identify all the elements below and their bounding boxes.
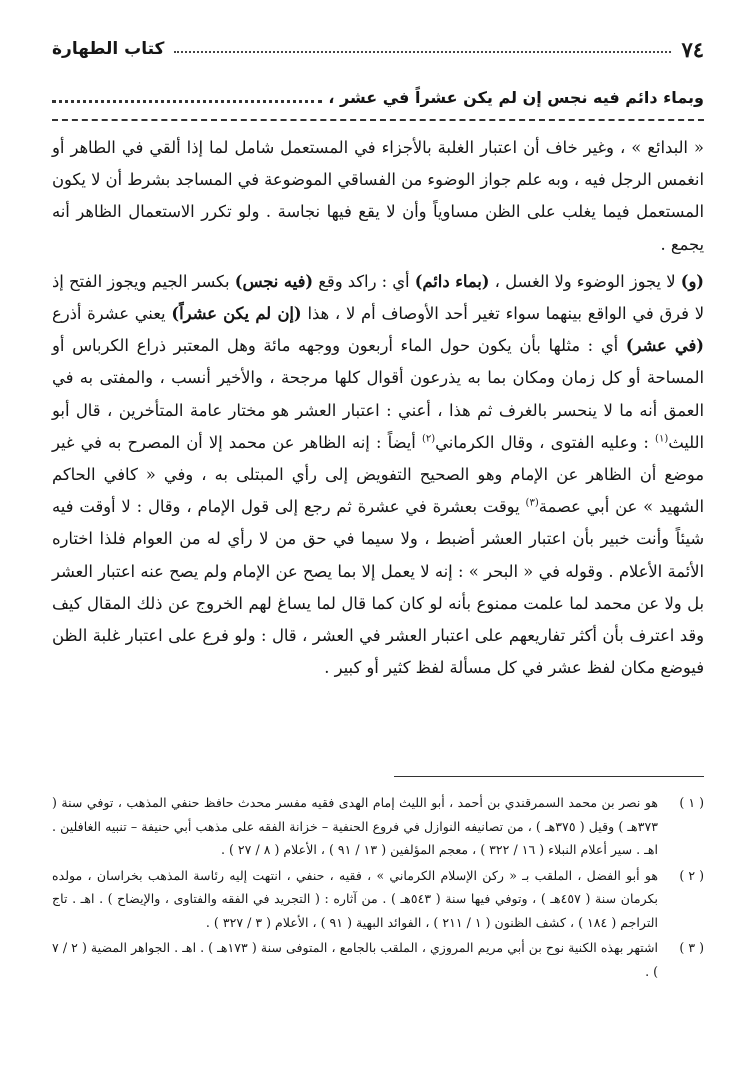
footnotes <box>52 791 704 985</box>
commentary-text: أيضاً : إنه الظاهر عن محمد إلا أن المصرح به في غير موضع أن الظاهر عن الإمام وهو الصحيح التفويض إلى رأي المبتلى به ، وفي « كافي الحاكم الشهيد » عن أبي عصمة <box>52 432 704 517</box>
footnote-text: اشتهر بهذه الكنية نوح بن أبي مريم المروزي ، الملقب بالجامع ، المتوفى سنة ( ١٧٣هـ ) . اهـ . الجواهر المضية ( ٢ / ٧ ) . <box>52 940 659 979</box>
footnote-ref-3[interactable]: (٣) <box>525 497 539 509</box>
page-number: ٧٤ <box>681 36 704 62</box>
footnote-2 <box>52 864 704 935</box>
matn-quote: (بماء دائم) <box>414 271 490 291</box>
commentary-text: لا يجوز الوضوء ولا الغسل ، <box>489 271 681 291</box>
matn-quote: (في عشر) <box>625 336 704 356</box>
footnote-text: هو نصر بن محمد السمرقندي بن أحمد ، أبو الليث إمام الهدى فقيه مفسر محدث حافظ حنفي المذهب ، توفي سنة ( ٣٧٣هـ ) وقيل ( ٣٧٥هـ ) ، من تصانيفه النوازل في فروع الحنفية – خزانة الفقه على مذهب أبي حنيفة – تنبيه الغافلين . اهـ . سير أعلام النبلاء ( ١٦ / ٣٢٢ ) ، معجم المؤلفين ( ١٣ / ٩١ ) ، الأعلام ( ٨ / ٢٧ ) . <box>52 795 658 857</box>
paragraph-2 <box>52 266 704 685</box>
commentary-body <box>52 132 704 684</box>
footnote-ref-1[interactable]: (١) <box>655 433 669 445</box>
matn-divider <box>52 119 704 121</box>
footnote-text: هو أبو الفضل ، الملقب بـ « ركن الإسلام الكرماني » ، فقيه ، حنفي ، انتهت إليه رئاسة المذهب بخراسان ، مولده بكرمان سنة ( ٤٥٧هـ ) ، وتوفي فيها سنة ( ٥٤٣هـ ) . من آثاره : ( التجريد في الفقه والفتاوى ، والإيضاح ) . اهـ . تاج التراجم ( ١٨٤ ) ، كشف الظنون ( ١ / ٢١١ ) ، الفوائد البهية ( ٩١ ) ، الأعلام ( ٣ / ٣٢٧ ) . <box>52 867 658 930</box>
footnote-number: ( ٢ ) <box>679 867 704 883</box>
commentary-text: يوقت بعشرة في عشرة ثم رجع إلى قول الإمام ، وقال : لا أوقت فيه شيئاً وأنت خبير بأن اعتبار العشر أضبط ، ولا سيما في حق من لا رأي له من العوام فلذا اختاره الأئمة الأعلام . وقوله في « البحر » : إنه لا يعمل إلا بما يصح عن الإمام ولم يصح عنه اعتبار العشر بل ولا عن محمد لما علمت ممنوع بأنه لو كان كما قال لما يساغ لهم الخروج عن ذلك المقال كيف وقد اعترف بأن أكثر تفاريعهم على اعتبار العشر في العشر ، قال : ولو فرع على اعتبار غلبة الظن فيوضع مكان لفظ عشر في كل مسألة لفظ كثير أو كبير . <box>52 497 704 678</box>
header-dotted-leader <box>174 51 671 53</box>
matn-quote: (فيه نجس) <box>234 271 314 291</box>
commentary-text: وعليه الفتوى ، وقال الكرماني <box>435 432 638 452</box>
commentary-text: بكسر الجيم ويجوز الفتح إذ لا فرق في الواقع بينهما سواء تغير أحد الأوصاف أم لا ، هذا <box>52 271 705 324</box>
book-title: كتاب الطهارة <box>52 39 165 59</box>
matn-quote: (و) <box>680 271 705 291</box>
commentary-text: يعني عشرة أذرع <box>52 304 172 324</box>
footnote-3 <box>52 936 704 983</box>
footnote-number: ( ٣ ) <box>679 940 704 955</box>
commentary-text: : <box>643 432 656 452</box>
matn-quote: (إن لم يكن عشراً) <box>171 304 302 324</box>
footnote-number: ( ١ ) <box>679 795 704 810</box>
matn-dotted-leader <box>52 100 322 103</box>
paragraph-1: « البدائع » ، وغير خاف أن اعتبار الغلبة بالأجزاء في المستعمل شامل لما إذا ألقي في الطاهر أو انغمس الرجل فيه ، وبه علم جواز الوضوء من الفساقي الموضوعة في المساجد بشرط أن لا يكون المستعمل فيما يغلب على الظن مساوياً وأن لا يقع فيها نجاسة . ولو تكرر الاستعمال الظاهر أنه يجمع . <box>52 138 704 254</box>
matn-text: وبماء دائم فيه نجس إن لم يكن عشراً في عشر ، <box>328 87 704 107</box>
commentary-text: أي : مثلها بأن يكون حول الماء أربعون ووجهه مائة وهل المعتبر ذراع الكرباس أو المساحة أو كل زمان ومكان بما به يذرعون أقوال كلها مرجحة ، والأخير أنسب ، والمفتى به في العمق أنه ما لا ينحسر بالغرف ثم هذا ، أعني : اعتبار العشر هو مختار عامة المتأخرين ، قال أبو الليث <box>52 336 705 452</box>
commentary-text: أي : راكد وقع <box>313 271 415 291</box>
footnote-1 <box>52 791 704 862</box>
matn-line <box>52 84 704 110</box>
footnote-ref-2[interactable]: (٢) <box>421 433 436 445</box>
page-header <box>52 34 704 64</box>
footnote-divider <box>394 776 704 777</box>
